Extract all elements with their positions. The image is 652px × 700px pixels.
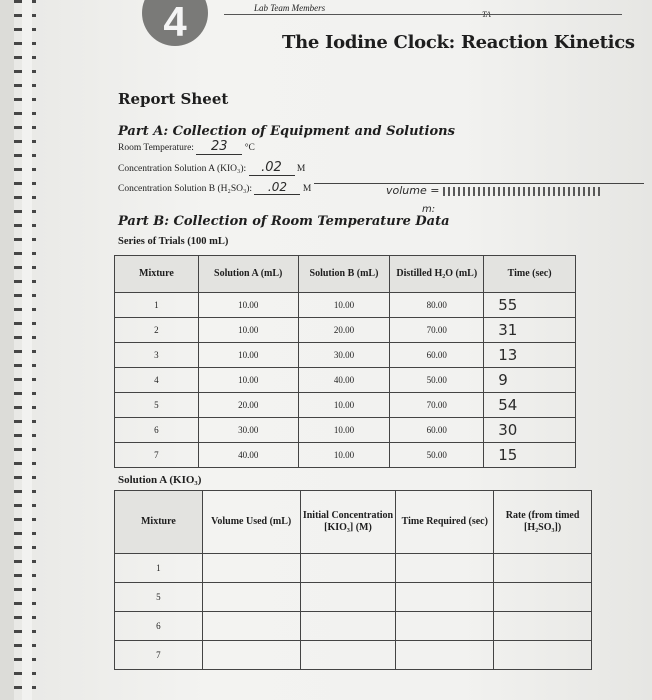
cell-solution-a: 10.00	[198, 293, 298, 318]
room-temperature-line	[118, 139, 255, 155]
cell-time[interactable]: 55	[484, 293, 576, 318]
cell-initial-concentration[interactable]	[300, 583, 396, 612]
cell-solution-a: 10.00	[198, 368, 298, 393]
cell-solution-b: 10.00	[298, 443, 390, 468]
team-members-label: Lab Team Members	[254, 3, 326, 13]
table-row	[115, 318, 576, 343]
spiral-binding	[14, 0, 36, 700]
page-title: The Iodine Clock: Reaction Kinetics	[282, 32, 635, 53]
cell-water: 50.00	[390, 443, 484, 468]
cell-mixture: 1	[115, 554, 203, 583]
cell-rate[interactable]	[494, 641, 592, 670]
cell-solution-a: 10.00	[198, 343, 298, 368]
table-row	[115, 554, 592, 583]
cell-solution-b: 10.00	[298, 418, 390, 443]
cell-water: 80.00	[390, 293, 484, 318]
table-row	[115, 418, 576, 443]
cell-solution-b: 10.00	[298, 293, 390, 318]
cell-mixture: 7	[115, 641, 203, 670]
room-temp-label: Room Temperature:	[118, 143, 194, 153]
ta-label: TA	[482, 10, 491, 19]
cell-mixture: 6	[115, 418, 199, 443]
cell-solution-b: 20.00	[298, 318, 390, 343]
cell-mixture: 5	[115, 583, 203, 612]
cell-time[interactable]: 54	[484, 393, 576, 418]
conc-b-value[interactable]: .02	[254, 180, 300, 195]
cell-solution-a: 40.00	[198, 443, 298, 468]
table-row	[115, 343, 576, 368]
cell-time-required[interactable]	[396, 641, 494, 670]
header-mixture: Mixture	[115, 491, 203, 554]
room-temp-value[interactable]: 23	[196, 139, 242, 155]
report-page	[14, 0, 652, 700]
cell-mixture: 6	[115, 612, 203, 641]
cell-time[interactable]: 9	[484, 368, 576, 393]
cell-rate[interactable]	[494, 612, 592, 641]
cell-water: 60.00	[390, 418, 484, 443]
header-rule	[224, 14, 622, 15]
scribbled-out-text	[443, 187, 603, 196]
header-distilled-water: Distilled H₂O (mL)	[390, 256, 484, 293]
table-row	[115, 443, 576, 468]
cell-water: 70.00	[390, 393, 484, 418]
solution-a-heading: Solution A (KIO₃)	[118, 474, 202, 486]
cell-solution-a: 30.00	[198, 418, 298, 443]
header-time-required: Time Required (sec)	[396, 491, 494, 554]
cell-time[interactable]: 13	[484, 343, 576, 368]
cell-initial-concentration[interactable]	[300, 554, 396, 583]
trials-header-row	[115, 256, 576, 293]
table-row	[115, 583, 592, 612]
cell-mixture: 4	[115, 368, 199, 393]
table-row	[115, 612, 592, 641]
solution-a-header-row	[115, 491, 592, 554]
header-solution-a: Solution A (mL)	[198, 256, 298, 293]
m-note: m:	[422, 204, 436, 215]
header-initial-concentration: Initial Concentration [KIO₃] (M)	[300, 491, 396, 554]
cell-time-required[interactable]	[396, 554, 494, 583]
cell-time[interactable]: 15	[484, 443, 576, 468]
conc-b-unit: M	[302, 184, 312, 194]
cell-time-required[interactable]	[396, 583, 494, 612]
cell-water: 50.00	[390, 368, 484, 393]
cell-water: 60.00	[390, 343, 484, 368]
cell-water: 70.00	[390, 318, 484, 343]
chapter-badge: 4	[142, 0, 208, 46]
cell-mixture: 2	[115, 318, 199, 343]
solution-a-table	[114, 490, 592, 670]
volume-note	[386, 184, 603, 197]
cell-rate[interactable]	[494, 554, 592, 583]
cell-volume-used[interactable]	[202, 612, 300, 641]
cell-mixture: 1	[115, 293, 199, 318]
room-temp-unit: °C	[244, 143, 255, 153]
cell-initial-concentration[interactable]	[300, 612, 396, 641]
cell-time-required[interactable]	[396, 612, 494, 641]
cell-solution-a: 20.00	[198, 393, 298, 418]
cell-mixture: 3	[115, 343, 199, 368]
conc-b-line	[118, 180, 311, 195]
conc-a-line	[118, 160, 305, 176]
cell-time[interactable]: 31	[484, 318, 576, 343]
cell-rate[interactable]	[494, 583, 592, 612]
header-volume-used: Volume Used (mL)	[202, 491, 300, 554]
part-a-heading: Part A: Collection of Equipment and Solutions	[118, 124, 455, 139]
table-row	[115, 393, 576, 418]
cell-solution-b: 40.00	[298, 368, 390, 393]
conc-a-unit: M	[296, 164, 306, 174]
trials-table	[114, 255, 576, 468]
header-time: Time (sec)	[484, 256, 576, 293]
header-rate: Rate (from timed [H₂SO₃])	[494, 491, 592, 554]
cell-volume-used[interactable]	[202, 554, 300, 583]
cell-mixture: 5	[115, 393, 199, 418]
conc-b-label: Concentration Solution B (H₂SO₃):	[118, 184, 253, 194]
cell-initial-concentration[interactable]	[300, 641, 396, 670]
cell-solution-a: 10.00	[198, 318, 298, 343]
series-label: Series of Trials (100 mL)	[118, 236, 229, 247]
cell-volume-used[interactable]	[202, 641, 300, 670]
conc-a-label: Concentration Solution A (KIO₃):	[118, 164, 247, 174]
volume-label: volume =	[386, 184, 440, 197]
header-mixture: Mixture	[115, 256, 199, 293]
conc-a-value[interactable]: .02	[249, 160, 295, 176]
table-row	[115, 368, 576, 393]
cell-solution-b: 30.00	[298, 343, 390, 368]
cell-time[interactable]: 30	[484, 418, 576, 443]
table-row	[115, 293, 576, 318]
part-b-heading: Part B: Collection of Room Temperature Data	[118, 214, 450, 229]
report-sheet-heading: Report Sheet	[118, 90, 229, 108]
header-solution-b: Solution B (mL)	[298, 256, 390, 293]
cell-solution-b: 10.00	[298, 393, 390, 418]
cell-mixture: 7	[115, 443, 199, 468]
table-row	[115, 641, 592, 670]
cell-volume-used[interactable]	[202, 583, 300, 612]
